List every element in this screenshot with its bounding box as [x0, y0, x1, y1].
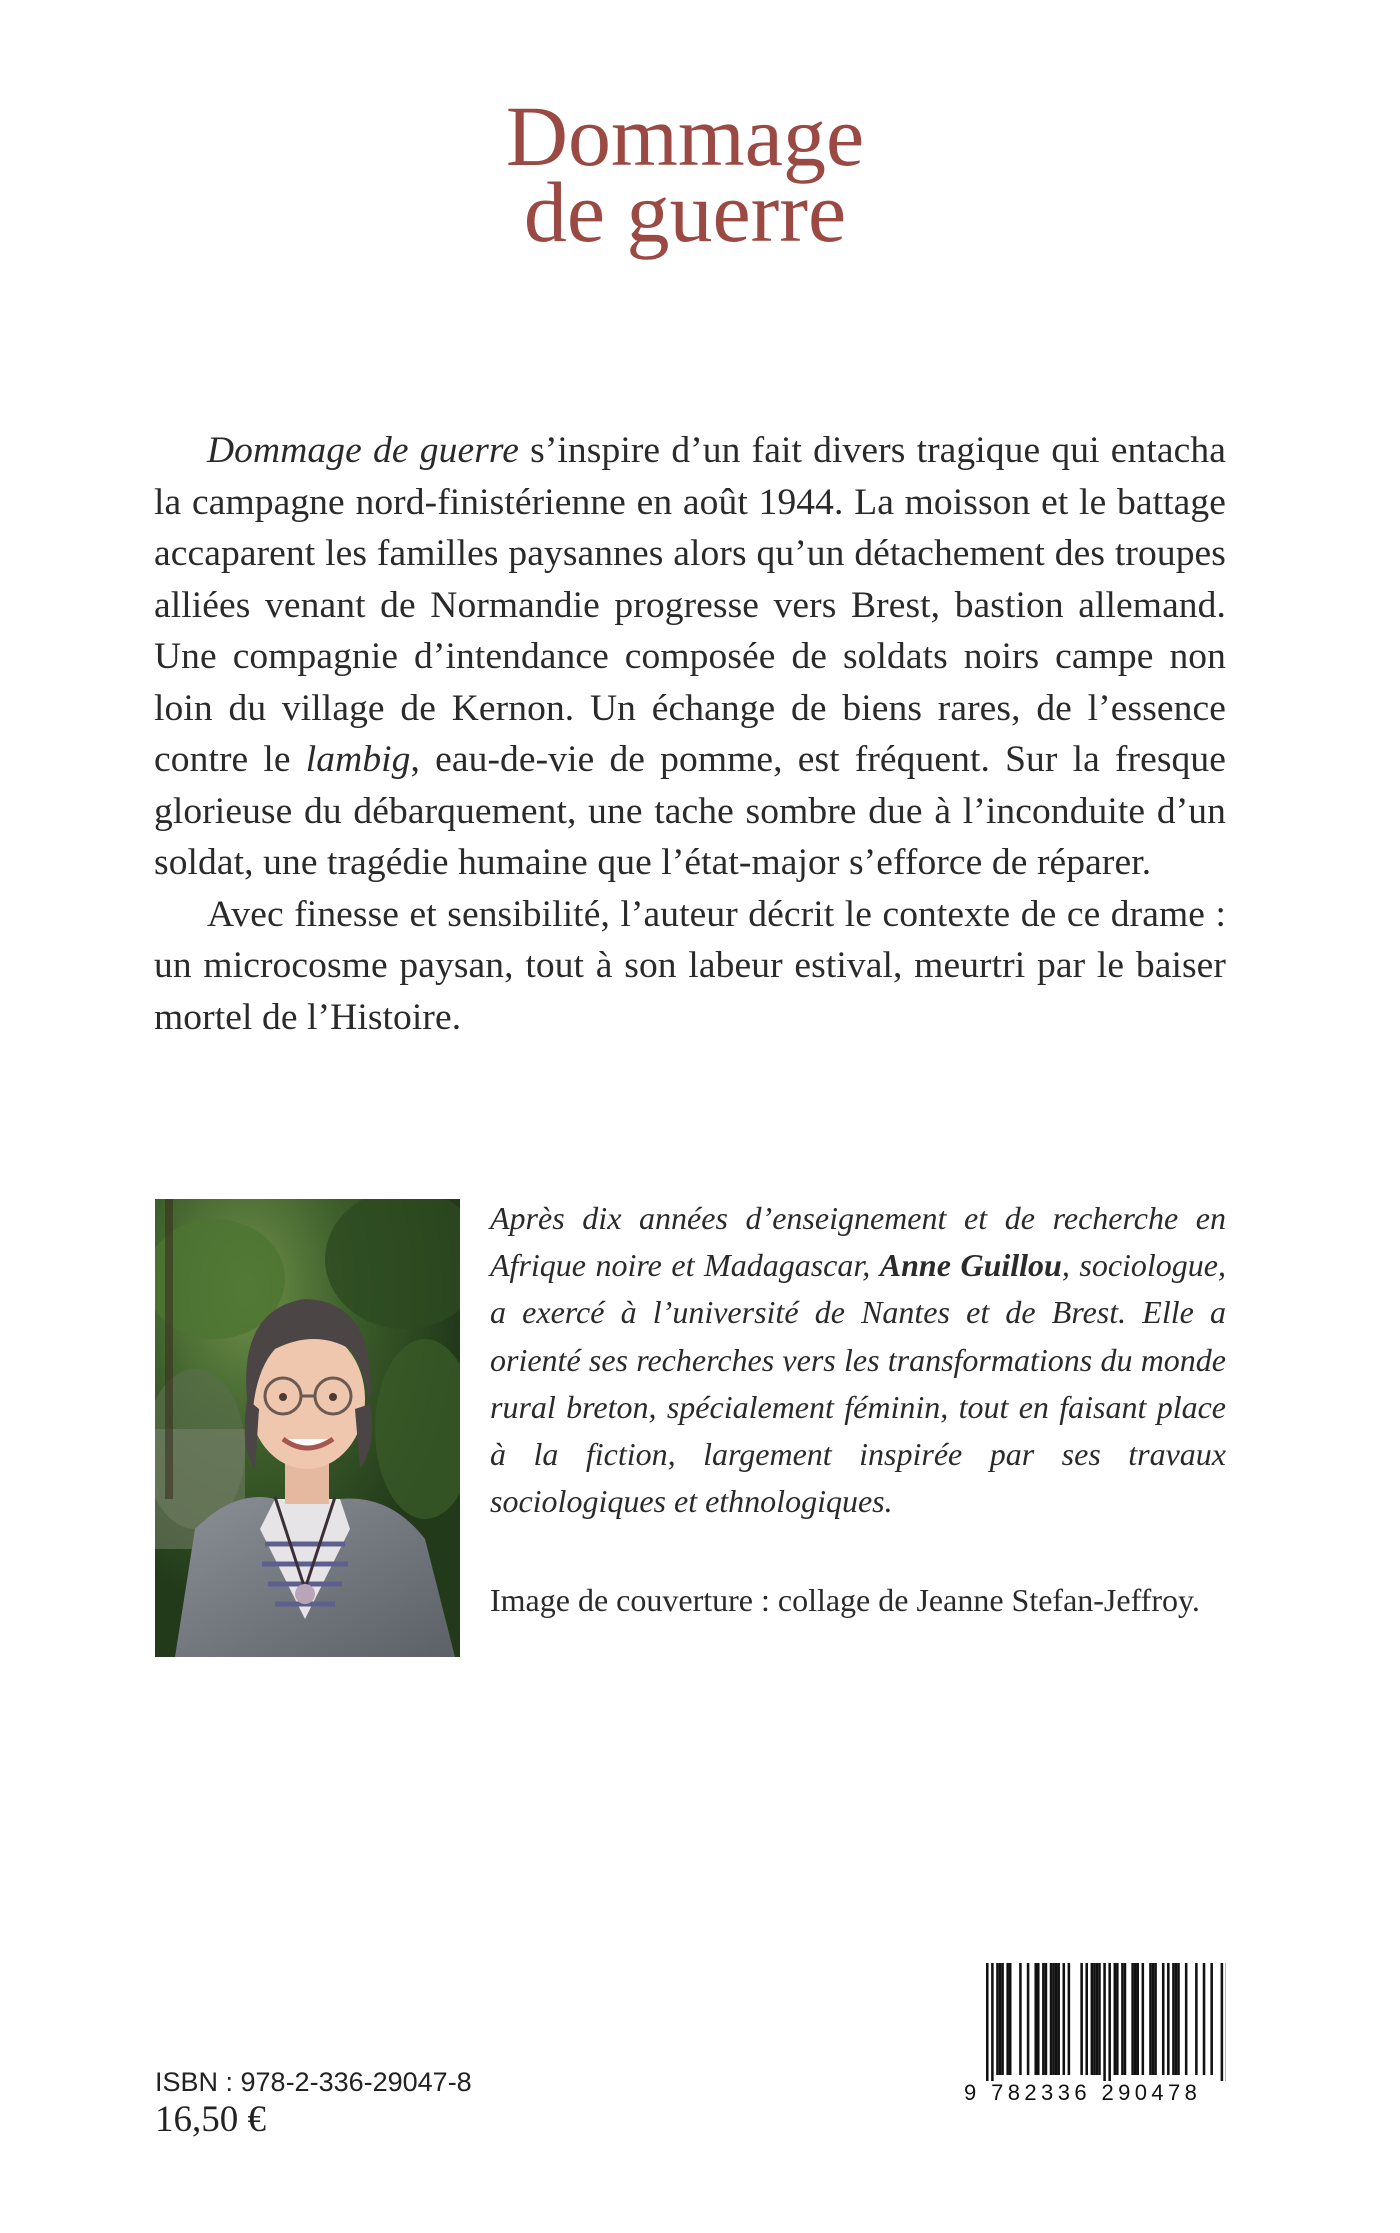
barcode-bar: [1103, 1963, 1106, 2081]
barcode-bar: [1167, 1963, 1170, 2075]
author-photo: [155, 1199, 460, 1657]
barcode-bar: [1068, 1963, 1071, 2075]
barcode-bar: [1221, 1963, 1224, 2081]
barcode-bar: [1172, 1963, 1175, 2075]
cover-image-credit: Image de couverture : collage de Jeanne Stefan-Jeffroy.: [490, 1582, 1200, 1618]
summary-paragraph-1: [154, 425, 1226, 889]
author-portrait-illustration: [155, 1199, 460, 1657]
summary-text-2: , eau-de-vie de pomme, est fréquent. Sur la fresque glorieuse du débarquement, une tache sombre due à l’inconduite d’un soldat, une tragédie humaine que l’état-major s’efforce de réparer.: [154, 739, 1226, 883]
barcode-bar: [1149, 1963, 1152, 2075]
barcode-bar: [1057, 1963, 1060, 2075]
barcode-bar: [1009, 1963, 1012, 2075]
barcode-bar: [1116, 1963, 1119, 2075]
barcode-bar: [1195, 1963, 1198, 2075]
barcode-bar: [991, 1963, 994, 2081]
barcode-bar: [1154, 1963, 1157, 2075]
barcode-bar: [1177, 1963, 1180, 2075]
barcode-bar: [1131, 1963, 1134, 2075]
barcode-bar: [1042, 1963, 1045, 2075]
bio-text-1: Après dix années d’enseignement et de recherche en Afrique noire et Madagascar,: [490, 1200, 1226, 1284]
barcode-bar: [1001, 1963, 1004, 2075]
barcode-bar: [1080, 1963, 1083, 2075]
barcode-bar: [1037, 1963, 1040, 2075]
barcode-bar: [1098, 1963, 1101, 2075]
barcode-bar: [1108, 1963, 1111, 2081]
barcode-bar: [1134, 1963, 1137, 2075]
barcode-bar: [1152, 1963, 1155, 2075]
barcode-bar: [1124, 1963, 1127, 2075]
barcode-number: 9 782336 290478: [964, 2080, 1202, 2105]
barcode-bar: [1096, 1963, 1099, 2075]
barcode-bar: [1052, 1963, 1055, 2075]
barcode-bar: [1055, 1963, 1058, 2075]
barcode-bar: [999, 1963, 1002, 2075]
price: 16,50 €: [155, 2099, 266, 2140]
barcode-bar: [1063, 1963, 1066, 2075]
barcode-bar: [1019, 1963, 1022, 2075]
barcode-bar: [1162, 1963, 1165, 2075]
barcode-bar: [1114, 1963, 1117, 2075]
author-biography: [490, 1195, 1226, 1525]
summary-text-1: s’inspire d’un fait divers tragique qui entacha la campagne nord-finistérienne en août 1944. La moisson et le battage accaparent les familles paysannes alors qu’un détachement des troupes alliées venant de Normandie progresse vers Brest, bastion allemand. Une compagnie d’intendance composée de soldats noirs campe non loin du village de Kernon. Un échange de biens rares, de l’essence contre le: [154, 430, 1226, 780]
barcode-bar: [1210, 1963, 1213, 2075]
barcode-bar: [1034, 1963, 1037, 2075]
barcode-bar: [1006, 1963, 1009, 2075]
barcode-bar: [1093, 1963, 1096, 2075]
book-title: [0, 88, 1400, 260]
barcode-bar: [1045, 1963, 1048, 2075]
bio-text-2: , sociologue, a exercé à l’université de Nantes et de Brest. Elle a orienté ses recherches vers les transformations du monde rural breton, spécialement féminin, tout en faisant place à la fiction, largement inspirée par ses travaux sociologiques et ethnologiques.: [490, 1247, 1226, 1520]
summary-paragraph-2: Avec finesse et sensibilité, l’auteur décrit le contexte de ce drame : un microcosme paysan, tout à son labeur estival, meurtri par le baiser mortel de l’Histoire.: [154, 893, 1226, 1038]
barcode-bar: [1091, 1963, 1094, 2075]
barcode-bar: [1185, 1963, 1188, 2075]
isbn: ISBN : 978-2-336-29047-8: [155, 2067, 472, 2097]
barcode-bars: [964, 1963, 1226, 2081]
barcode-bar: [986, 1963, 989, 2081]
barcode-bar: [1027, 1963, 1030, 2075]
summary-lambig: lambig: [305, 739, 411, 780]
summary-book-title: Dommage de guerre: [207, 430, 519, 471]
barcode-bar: [1136, 1963, 1139, 2075]
barcode-bar: [1142, 1963, 1145, 2075]
barcode-bar: [1085, 1963, 1088, 2075]
barcode-bar: [1050, 1963, 1053, 2075]
author-name: Anne Guillou: [879, 1247, 1062, 1284]
barcode-bar: [996, 1963, 999, 2075]
barcode-bar: [1175, 1963, 1178, 2075]
book-title-line-1: Dommage: [505, 88, 865, 184]
barcode-bar: [1121, 1963, 1124, 2075]
book-summary: [154, 425, 1226, 1043]
book-title-line-2: de guerre: [523, 164, 847, 260]
barcode-bar: [1203, 1963, 1206, 2075]
